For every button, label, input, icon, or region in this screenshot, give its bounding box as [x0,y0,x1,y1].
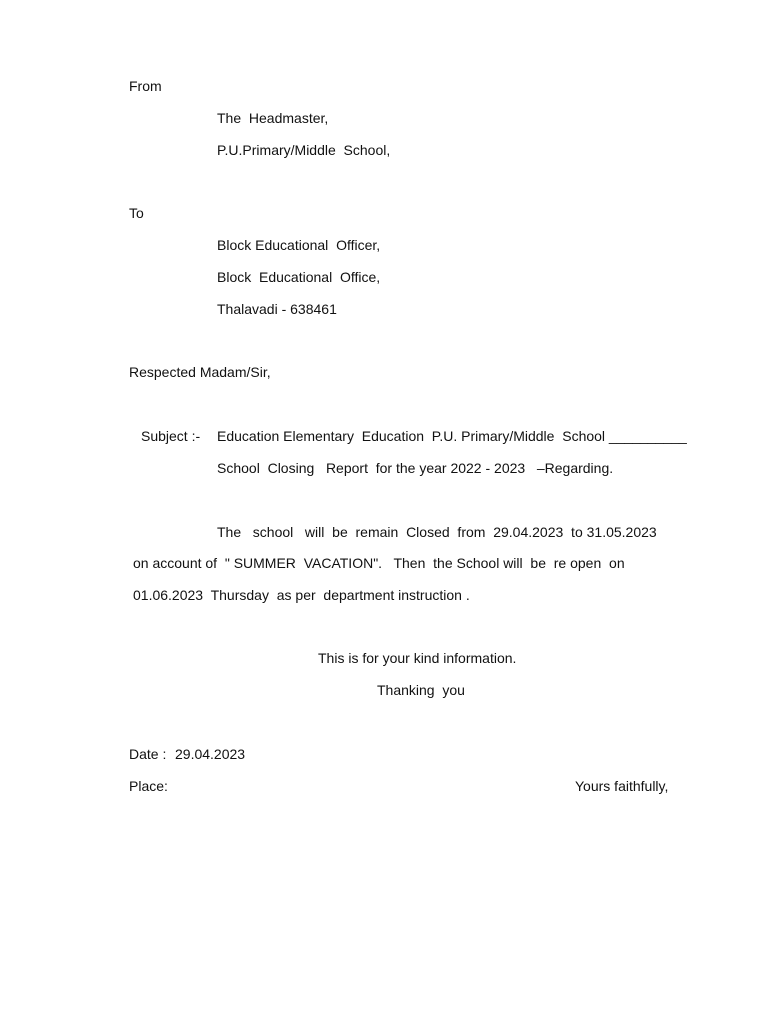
subject-line-2: School Closing Report for the year 2022 - 2023 –Regarding. [217,460,614,476]
closing-info: This is for your kind information. [318,650,517,666]
thanking-line: Thanking you [377,682,465,698]
date-label: Date : [129,746,167,762]
body-line-2: on account of " SUMMER VACATION". Then the School will be re open on [133,555,625,571]
to-line-1: Block Educational Officer, [217,237,381,253]
to-line-3: Thalavadi - 638461 [217,301,337,317]
signoff: Yours faithfully, [575,778,669,794]
place-label: Place: [129,778,168,794]
from-line-2: P.U.Primary/Middle School, [217,142,391,158]
subject-line-1: Education Elementary Education P.U. Primary/Middle School __________ [217,428,687,444]
date-value: 29.04.2023 [175,746,246,762]
salutation: Respected Madam/Sir, [129,364,271,380]
subject-label: Subject :- [141,428,201,444]
body-line-3: 01.06.2023 Thursday as per department instruction . [133,587,470,603]
from-label: From [129,78,162,94]
to-label: To [129,205,144,221]
from-line-1: The Headmaster, [217,110,329,126]
to-line-2: Block Educational Office, [217,269,381,285]
body-line-1: The school will be remain Closed from 29.04.2023 to 31.05.2023 [217,524,657,540]
